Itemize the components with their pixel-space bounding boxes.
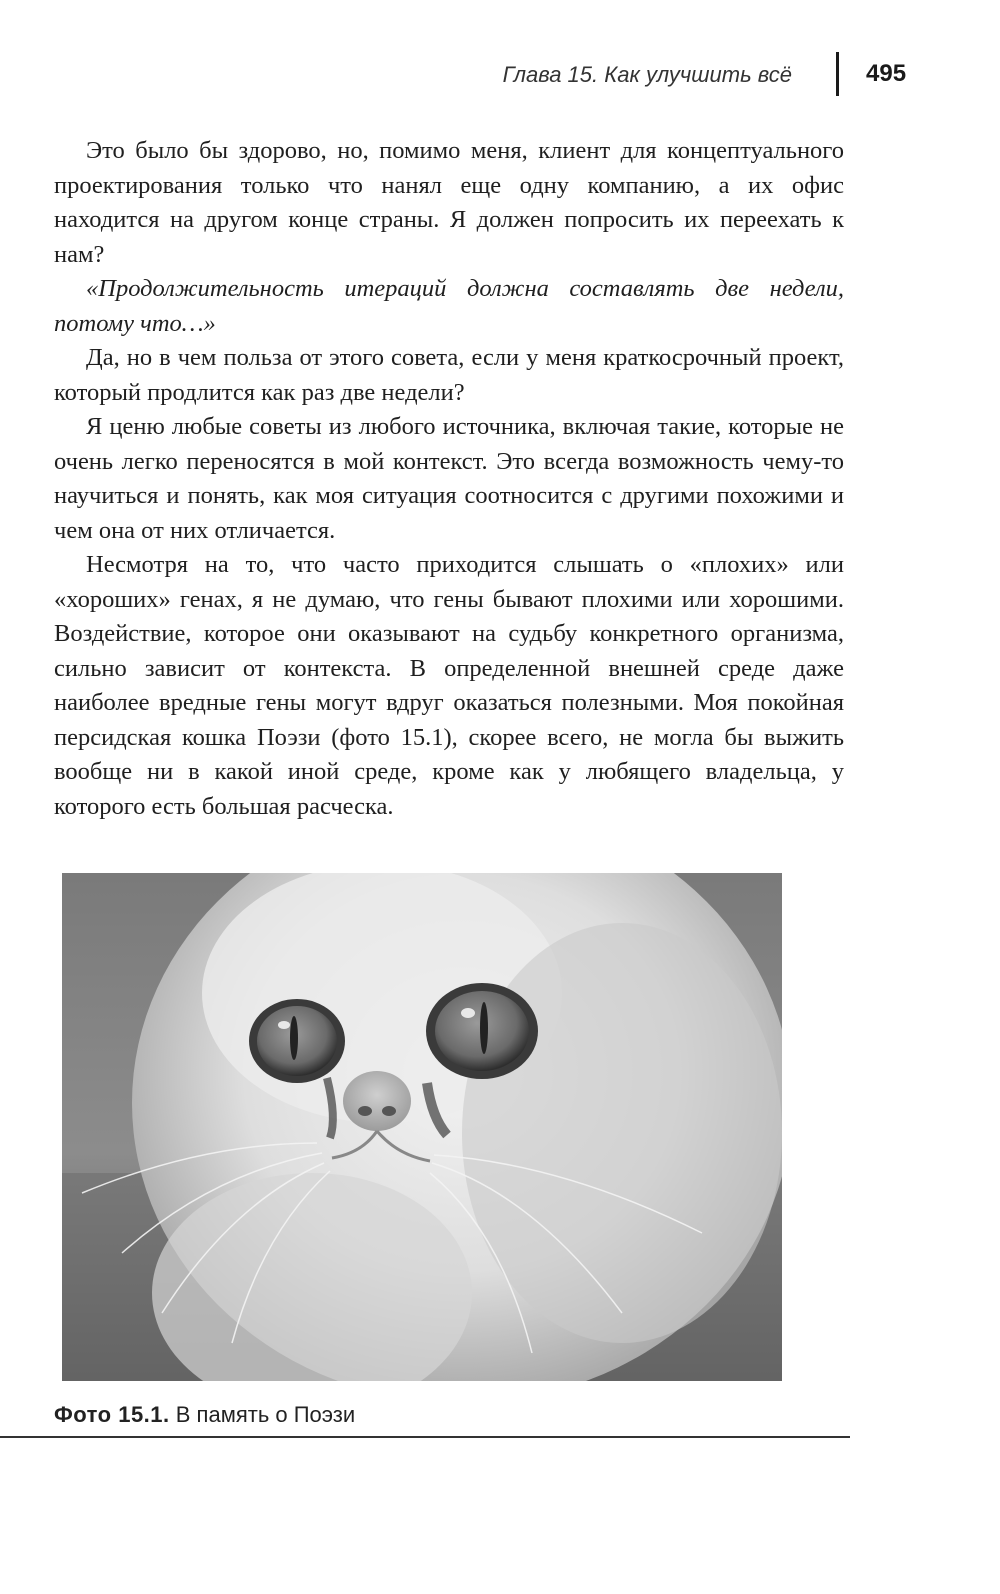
paragraph: Я ценю любые советы из любого источника, включая такие, которые не очень легко переносятся в мой контекст. Это всегда возможность чему-то научиться и понять, как моя ситуация соотносится с другими похожими и чем она от них отличается. [54, 413, 844, 544]
figure-caption [54, 1402, 355, 1428]
running-header [0, 58, 1000, 98]
paragraph: Несмотря на то, что часто приходится слышать о «плохих» или «хороших» генах, я не думаю, что гены бывают плохими или хорошими. Воздействие, которое они оказывают на судьбу конкретного организма, сильно зависит от контекста. В определенной внешней среде даже наиболее вредные гены могут вдруг оказаться полезными. Моя покойная персидская кошка Поэзи (фото 15.1), скорее всего, не могла бы выжить вообще ни в какой иной среде, кроме как у любящего владельца, у которого есть большая расческа. [54, 551, 844, 820]
paragraph: Это было бы здорово, но, помимо меня, клиент для концептуального проектирования только что нанял еще одну компанию, а их офис находится на другом конце страны. Я должен попросить их переехать к нам? [54, 137, 844, 268]
chapter-title: Глава 15. Как улучшить всё [502, 62, 792, 87]
cat-head [132, 873, 782, 1381]
cat-photo [62, 873, 782, 1381]
caption-divider [0, 1436, 850, 1438]
page-number: 495 [866, 60, 907, 87]
paragraph: Да, но в чем польза от этого совета, если у меня краткосрочный проект, который продлится как раз две недели? [54, 344, 844, 406]
body-text [54, 134, 844, 824]
caption-label: Фото 15.1. [54, 1402, 170, 1427]
header-divider [836, 52, 839, 96]
caption-text: В память о Поэзи [175, 1402, 356, 1427]
paragraph-quote: «Продолжительность итераций должна составлять две недели, потому что…» [54, 275, 844, 337]
